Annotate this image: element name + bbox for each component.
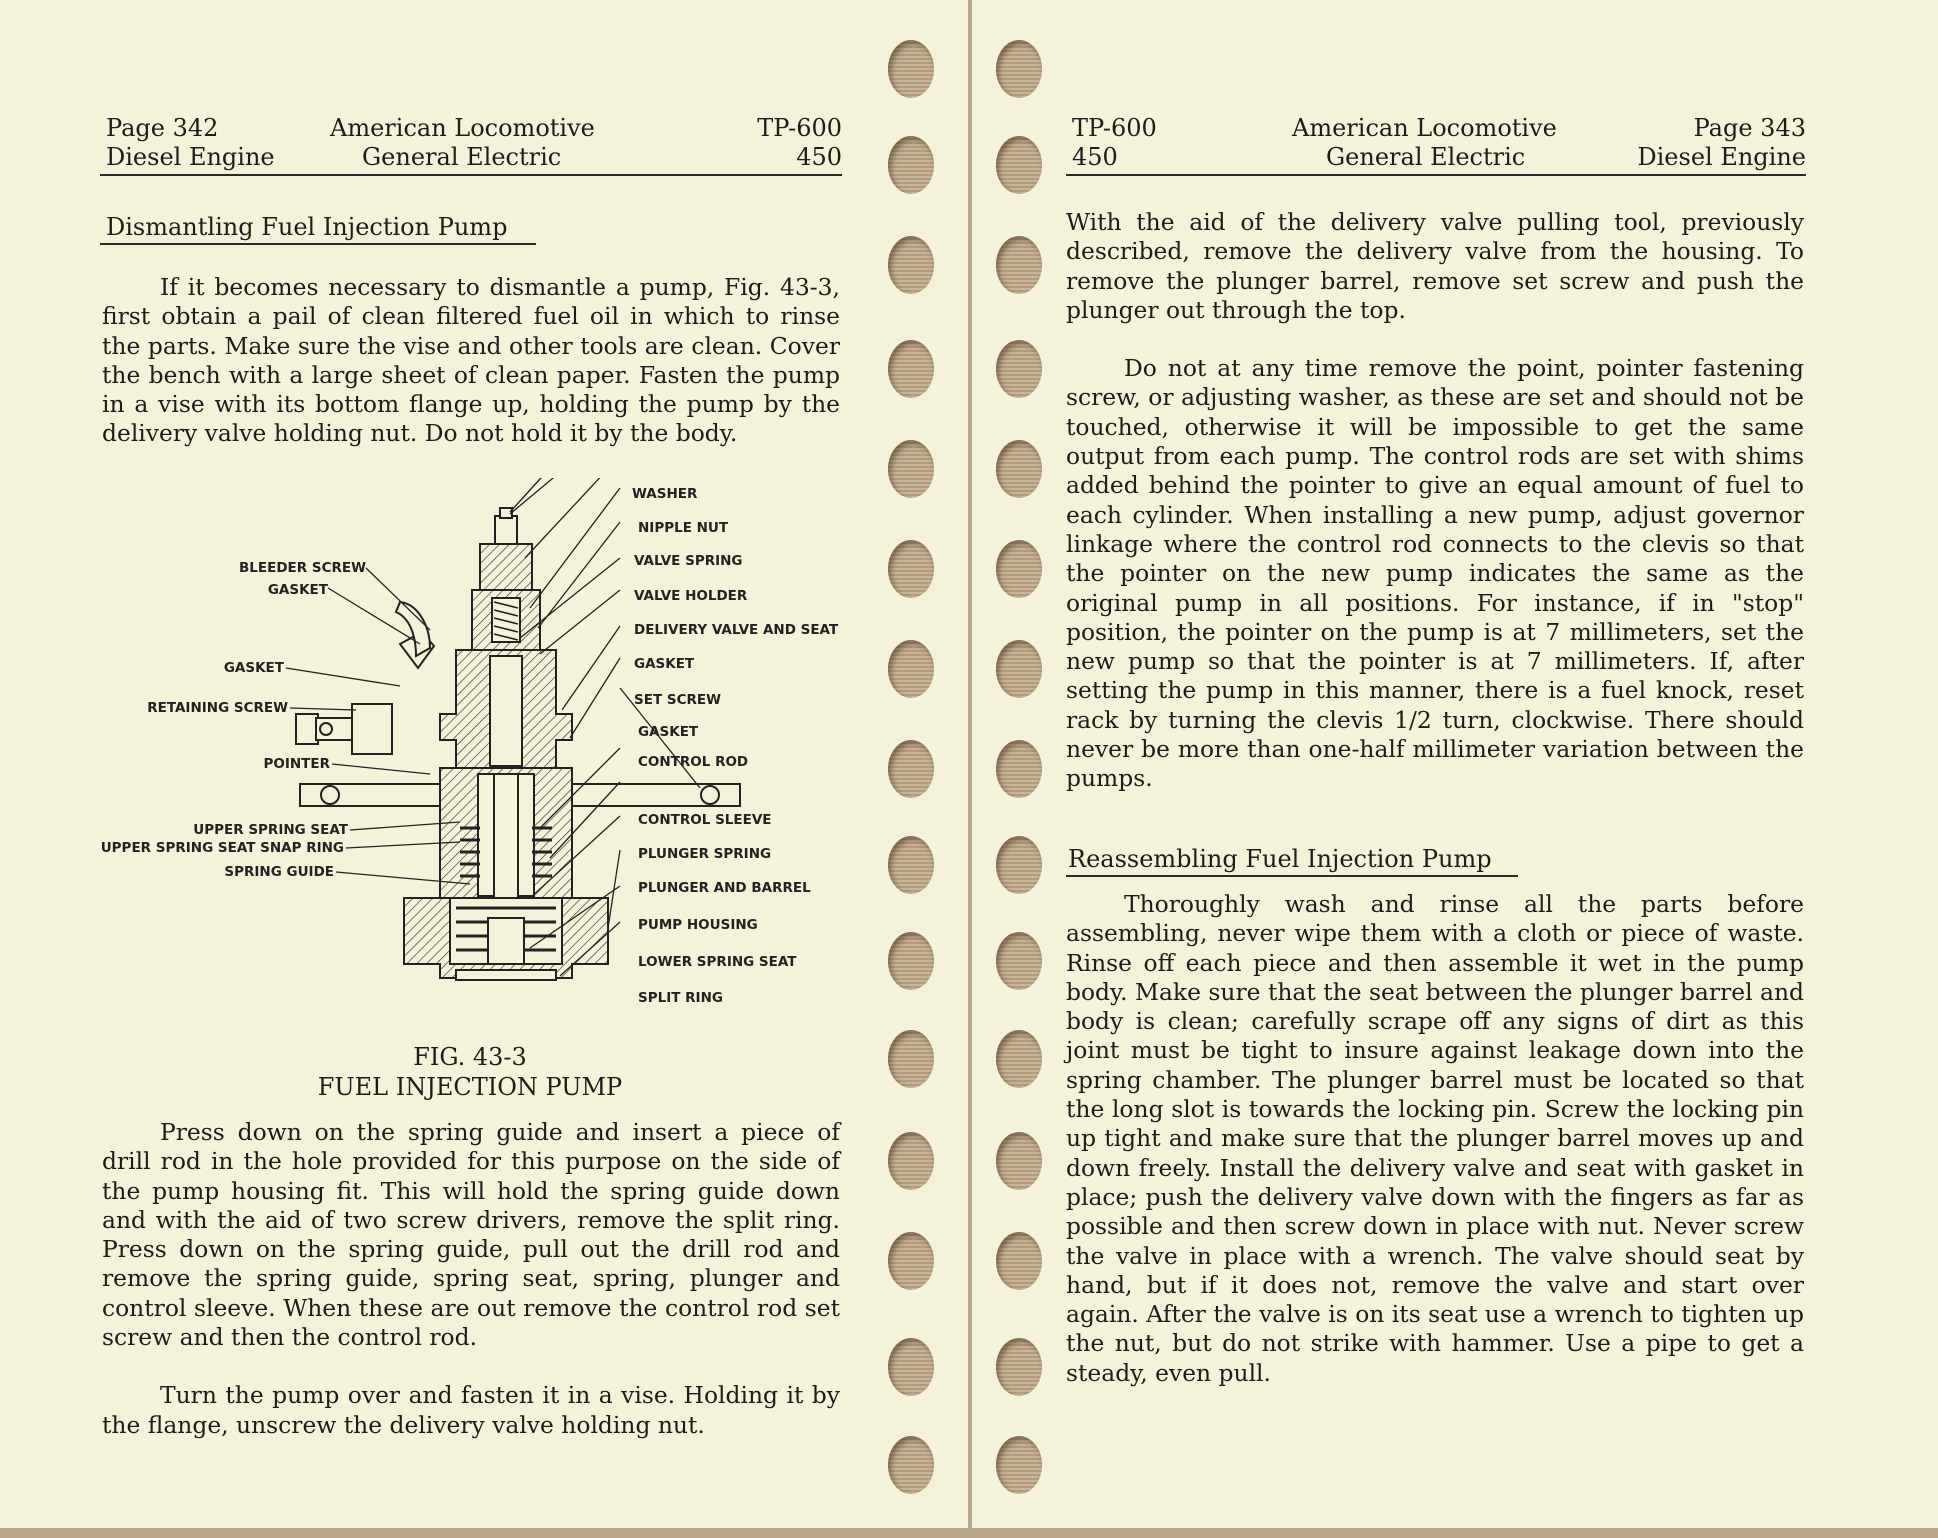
binding-hole [888, 836, 934, 894]
diagram-label: NIPPLE NUT [638, 520, 729, 536]
diagram-label: UPPER SPRING SEAT SNAP RING [100, 840, 344, 856]
figure-title: FUEL INJECTION PUMP [317, 1073, 623, 1101]
section-heading: Dismantling Fuel Injection Pump [100, 213, 536, 245]
binding-hole [996, 836, 1042, 894]
header-publisher-line2: General Electric [362, 143, 562, 171]
header-doc-number: 450 [1072, 143, 1118, 171]
diagram-label: PUMP HOUSING [638, 917, 758, 933]
diagram-label: LOWER SPRING SEAT [638, 954, 797, 970]
binding-hole [888, 136, 934, 194]
header-doc-code: TP-600 [1072, 114, 1157, 142]
fuel-injection-pump-diagram [100, 478, 860, 1008]
header-rule [1066, 174, 1806, 176]
binding-hole [996, 236, 1042, 294]
header-publisher-line1: American Locomotive [1292, 114, 1557, 142]
binding-hole [888, 1232, 934, 1290]
binding-hole [888, 740, 934, 798]
body-text-block [1066, 208, 1804, 794]
diagram-label: DELIVERY VALVE AND SEAT [634, 622, 839, 638]
header-doc-number: 450 [796, 143, 842, 171]
page-number: Page 342 [106, 114, 219, 142]
diagram-label: WASHER [632, 486, 698, 502]
diagram-label: SPLIT RING [638, 990, 723, 1006]
diagram-label: PLUNGER AND BARREL [638, 880, 811, 896]
diagram-label: BLEEDER SCREW [239, 560, 366, 576]
header-rule [100, 174, 842, 176]
diagram-label: CONTROL SLEEVE [638, 812, 772, 828]
diagram-label: GASKET [267, 582, 328, 598]
paragraph: Press down on the spring guide and insert a piece of drill rod in the hole provided for this purpose on the side of the pump housing fit. This will hold the spring guide down and with the aid of two screw drivers, remove the split ring. Press down on the spring guide, pull out the drill rod and remove the spring guide, spring seat, spring, plunger and control sleeve. When these are out remove the control rod set screw and then the control rod. [102, 1118, 840, 1352]
header-publisher-line2: General Electric [1326, 143, 1526, 171]
header-doc-code: TP-600 [757, 114, 842, 142]
diagram-label: GASKET [634, 656, 695, 672]
binding-hole [888, 340, 934, 398]
diagram-label: RETAINING SCREW [147, 700, 288, 716]
diagram-label: VALVE HOLDER [634, 588, 748, 604]
binding-hole [996, 1232, 1042, 1290]
paragraph: If it becomes necessary to dismantle a pump, Fig. 43-3, first obtain a pail of clean filtered fuel oil in which to rinse the parts. Make sure the vise and other tools are clean. Cover the bench with a large sheet of clean paper. Fasten the pump in a vise with its bottom flange up, holding the pump by the delivery valve holding nut. Do not hold it by the body. [102, 273, 840, 448]
figure-number: FIG. 43-3 [413, 1043, 527, 1071]
binding-hole [888, 40, 934, 98]
page-number: Page 343 [1693, 114, 1806, 142]
page-header [106, 114, 842, 174]
header-subject: Diesel Engine [106, 143, 275, 171]
body-text-block [102, 273, 840, 449]
binding-hole [996, 1030, 1042, 1088]
diagram-label: GASKET [223, 660, 284, 676]
binding-hole [996, 1338, 1042, 1396]
binding-hole [888, 1436, 934, 1494]
diagram-label: CONTROL ROD [638, 754, 749, 770]
paragraph: Do not at any time remove the point, pointer fastening screw, or adjusting washer, as these are set and should not be touched, otherwise it will be impossible to get the same output from each pump. The control rods are set with shims added behind the pointer to give an equal amount of fuel to each cylinder. When installing a new pump, adjust governor linkage where the control rod connects to the clevis so that the pointer on the new pump indicates the same as the original pump in all positions. For instance, if in "stop" position, the pointer on the pump is at 7 millimeters, set the new pump so that the pointer is at 7 millimeters. If, after setting the pump in this manner, there is a fuel knock, reset rack by turning the clevis 1/2 turn, clockwise. There should never be more than one-half millimeter variation between the pumps. [1066, 354, 1804, 793]
binding-hole [888, 236, 934, 294]
binding-hole [996, 340, 1042, 398]
binding-holes-left [888, 0, 948, 1528]
binding-hole [888, 1030, 934, 1088]
diagram-label: VALVE SPRING [634, 553, 743, 569]
binding-hole [996, 1132, 1042, 1190]
binding-hole [888, 1132, 934, 1190]
paragraph: Turn the pump over and fasten it in a vise. Holding it by the flange, unscrew the delivery valve holding nut. [102, 1381, 840, 1439]
diagram-label: SPRING GUIDE [224, 864, 334, 880]
figure-caption [270, 1042, 670, 1102]
binding-hole [996, 40, 1042, 98]
diagram-label: PLUNGER SPRING [638, 846, 772, 862]
section-heading: Reassembling Fuel Injection Pump [1066, 845, 1518, 877]
paragraph: Thoroughly wash and rinse all the parts before assembling, never wipe them with a cloth or piece of waste. Rinse off each piece and then assemble it wet in the pump body. Make sure that the seat between the plunger barrel and body is clean; carefully scrape off any signs of dirt as this joint must be tight to insure against leakage down into the spring chamber. The plunger barrel must be located so that the long slot is towards the locking pin. Screw the locking pin up tight and make sure that the plunger barrel moves up and down freely. Install the delivery valve and seat with gasket in place; push the delivery valve down with the fingers as far as possible and then screw down in place with nut. Never screw the valve in place with a wrench. The valve should seat by hand, but if it does not, remove the valve and start over again. After the valve is on its seat use a wrench to tighten up the nut, but do not strike with hammer. Use a pipe to get a steady, even pull. [1066, 890, 1804, 1387]
body-text-block [102, 1118, 840, 1440]
pump-drawing [296, 508, 740, 980]
right-page [972, 0, 1938, 1528]
binding-holes-right [996, 0, 1056, 1528]
page-header [1072, 114, 1806, 174]
diagram-label: GASKET [638, 724, 699, 740]
paragraph: With the aid of the delivery valve pulling tool, previously described, remove the delivery valve from the housing. To remove the plunger barrel, remove set screw and push the plunger out through the top. [1066, 208, 1804, 324]
binding-hole [888, 640, 934, 698]
binding-hole [996, 740, 1042, 798]
binding-hole [996, 1436, 1042, 1494]
binding-hole [888, 932, 934, 990]
diagram-leader-lines [510, 478, 620, 512]
right-label-list [632, 486, 839, 1006]
diagram-label: UPPER SPRING SEAT [193, 822, 348, 838]
diagram-label: SET SCREW [634, 692, 721, 708]
binding-hole [888, 440, 934, 498]
left-page [0, 0, 968, 1528]
binding-hole [996, 440, 1042, 498]
binding-hole [888, 540, 934, 598]
binding-hole [996, 136, 1042, 194]
binding-hole [996, 932, 1042, 990]
header-publisher-line1: American Locomotive [330, 114, 595, 142]
body-text-block [1066, 890, 1804, 1388]
header-subject: Diesel Engine [1637, 143, 1806, 171]
binding-hole [996, 640, 1042, 698]
binding-hole [996, 540, 1042, 598]
binding-hole [888, 1338, 934, 1396]
diagram-label: POINTER [263, 756, 330, 772]
